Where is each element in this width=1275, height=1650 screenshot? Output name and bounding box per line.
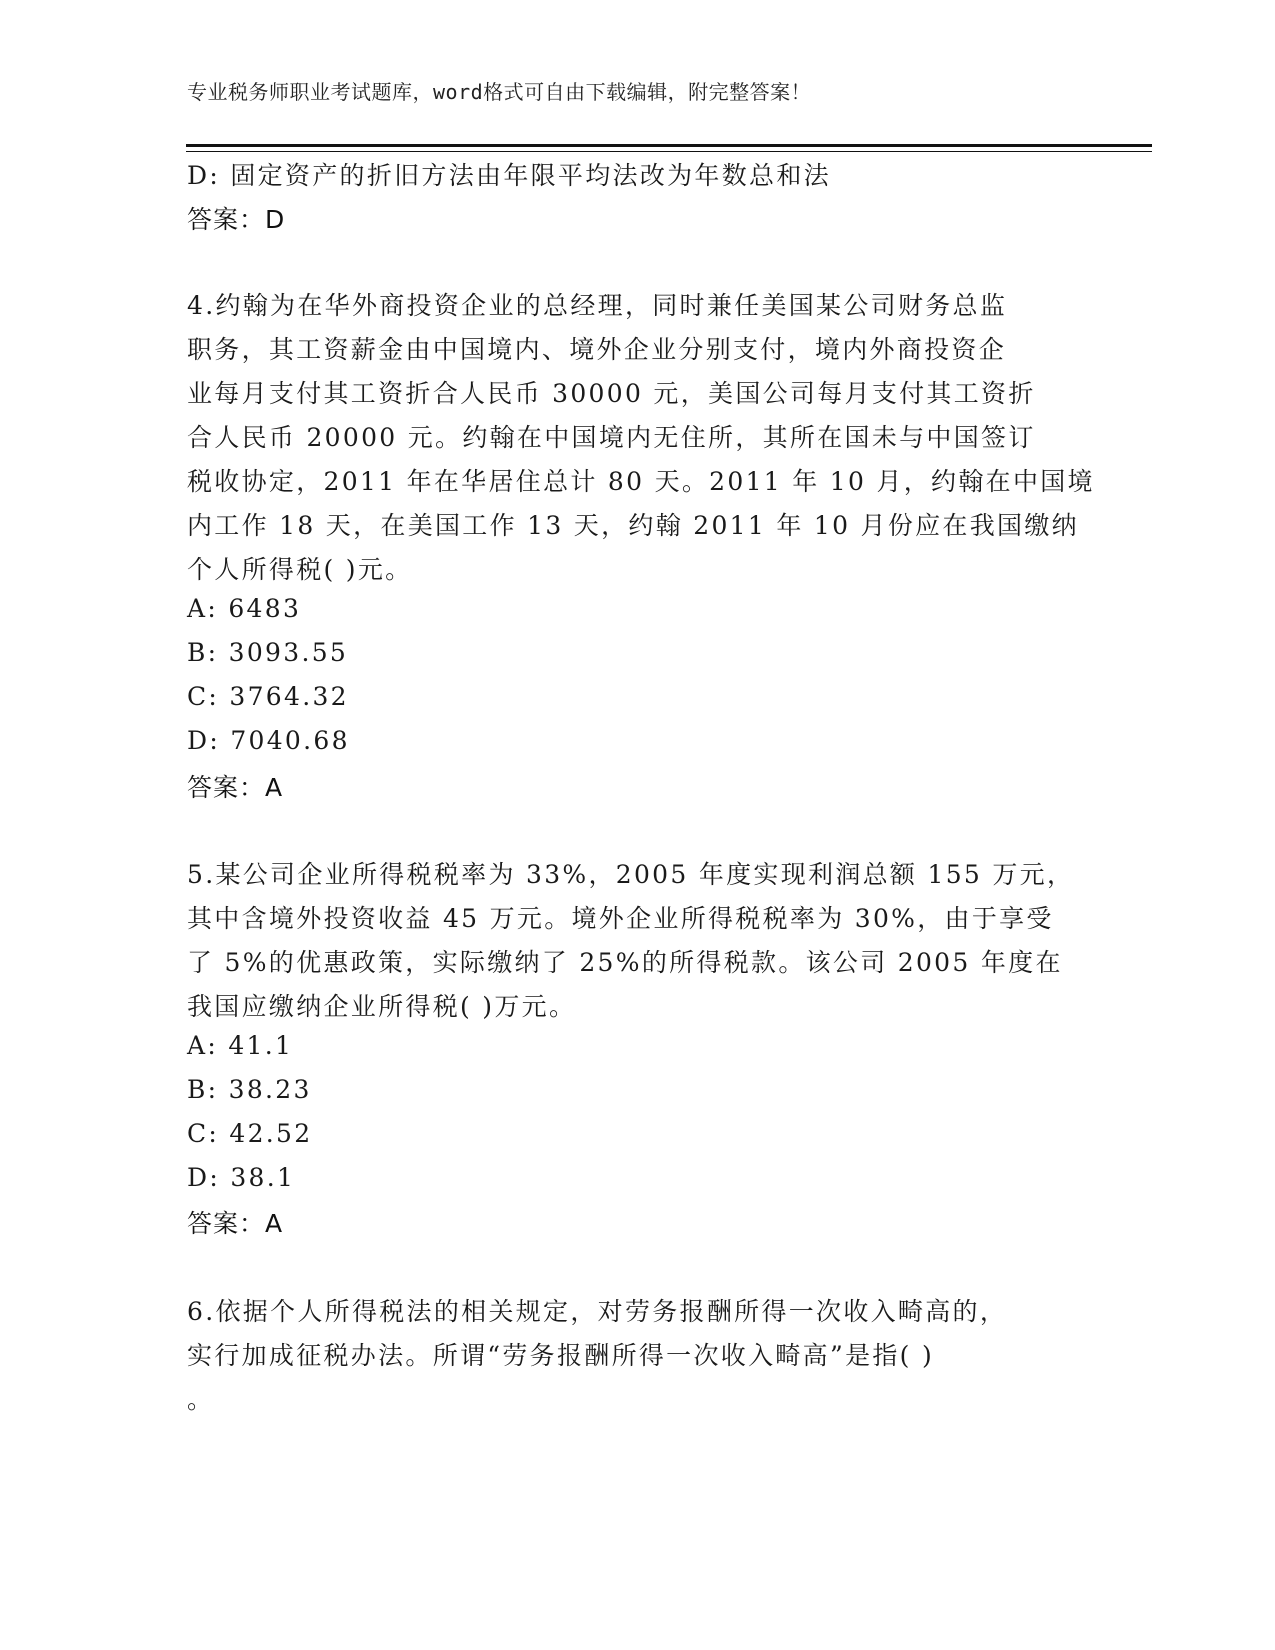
header-rule-thin	[186, 151, 1152, 152]
q4-option-b: B: 3093.55	[187, 638, 349, 667]
q6-text-line: 6.依据个人所得税法的相关规定，对劳务报酬所得一次收入畸高的，	[187, 1297, 1008, 1326]
q4-text-line: 职务，其工资薪金由中国境内、境外企业分别支付，境内外商投资企	[187, 335, 1007, 364]
q4-option-c: C: 3764.32	[187, 682, 349, 711]
q5-option-b: B: 38.23	[187, 1075, 312, 1104]
q4-text-line: 个人所得税( )元。	[187, 555, 413, 584]
q4-text-line: 税收协定，2011 年在华居住总计 80 天。2011 年 10 月，约翰在中国境	[187, 467, 1095, 496]
page-header: 专业税务师职业考试题库，word格式可自由下载编辑，附完整答案！	[187, 80, 812, 104]
q4-text-line: 合人民币 20000 元。约翰在中国境内无住所，其所在国未与中国签订	[187, 423, 1036, 452]
q5-answer: 答案：A	[187, 1209, 284, 1238]
q5-option-d: D: 38.1	[187, 1163, 296, 1192]
q4-text-line: 内工作 18 天，在美国工作 13 天，约翰 2011 年 10 月份应在我国缴纳	[187, 511, 1079, 540]
q4-option-d: D: 7040.68	[187, 726, 350, 755]
prev-answer: 答案：D	[187, 205, 286, 234]
q5-text-line: 其中含境外投资收益 45 万元。境外企业所得税税率为 30%，由于享受	[187, 904, 1054, 933]
q5-text-line: 了 5%的优惠政策，实际缴纳了 25%的所得税款。该公司 2005 年度在	[187, 948, 1063, 977]
q5-text-line: 5.某公司企业所得税税率为 33%，2005 年度实现利润总额 155 万元，	[187, 860, 1075, 889]
q6-text-line: 。	[187, 1385, 215, 1414]
q4-answer: 答案：A	[187, 773, 284, 802]
q5-text-line: 我国应缴纳企业所得税( )万元。	[187, 992, 577, 1021]
q5-option-c: C: 42.52	[187, 1119, 313, 1148]
q4-option-a: A: 6483	[187, 594, 302, 623]
q4-text-line: 4.约翰为在华外商投资企业的总经理，同时兼任美国某公司财务总监	[187, 291, 1008, 320]
prev-option-d: D: 固定资产的折旧方法由年限平均法改为年数总和法	[187, 161, 831, 190]
q6-text-line: 实行加成征税办法。所谓“劳务报酬所得一次收入畸高”是指( )	[187, 1341, 935, 1370]
q5-option-a: A: 41.1	[187, 1031, 294, 1060]
q4-text-line: 业每月支付其工资折合人民币 30000 元，美国公司每月支付其工资折	[187, 379, 1036, 408]
header-rule-thick	[186, 144, 1152, 147]
